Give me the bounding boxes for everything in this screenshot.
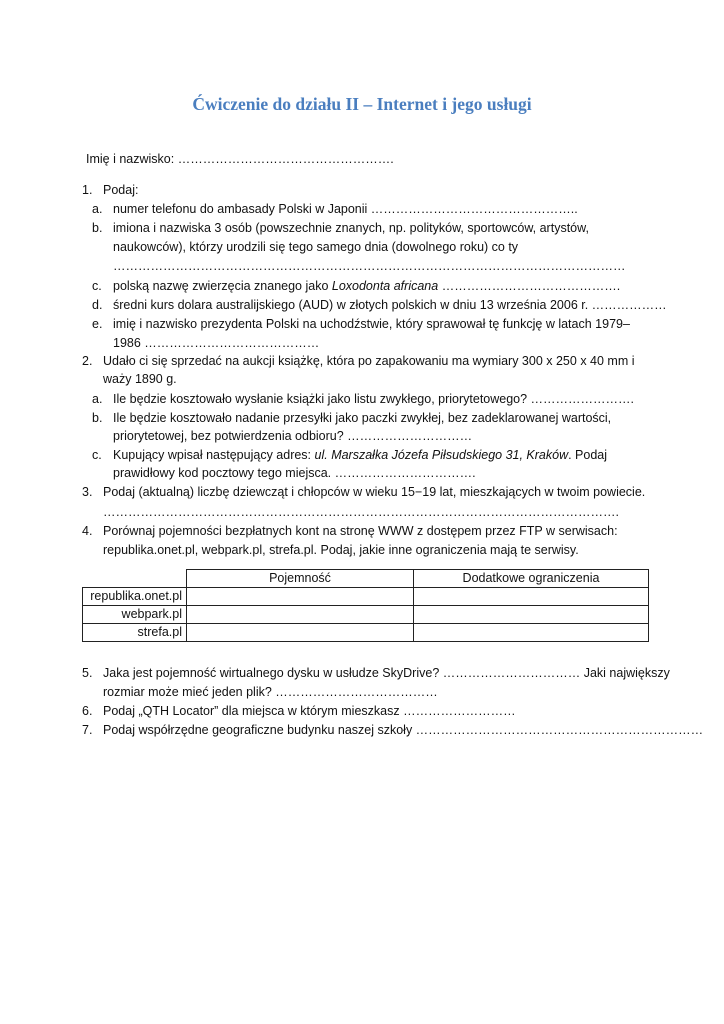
table-row xyxy=(83,588,649,606)
q2b-line1: Ile będzie kosztowało nadanie przesyłki jako paczki zwykłej, bez zadeklarowanej wartości, xyxy=(113,411,612,425)
q2-line1: Udało ci się sprzedać na aukcji książkę, która po zapakowaniu ma wymiary 300 x 250 x 40 mm i xyxy=(103,354,635,368)
q1c-text xyxy=(113,277,620,295)
q1c-suffix: ……………………………………. xyxy=(438,279,621,293)
q1-text: Podaj: xyxy=(103,183,139,197)
cell-limits-republika xyxy=(414,588,649,606)
q2c-address: ul. Marszałka Józefa Piłsudskiego 31, Kraków xyxy=(314,448,569,462)
row-label-webpark: webpark.pl xyxy=(83,606,187,624)
q2c-line1 xyxy=(113,446,607,464)
q5-line2: rozmiar może mieć jeden plik? ………………………………… xyxy=(103,685,438,699)
q4-number: 4. xyxy=(82,524,93,538)
row-label-republika: republika.onet.pl xyxy=(83,588,187,606)
q1a-letter: a. xyxy=(92,202,103,216)
q3-line1: Podaj (aktualną) liczbę dziewcząt i chłopców w wieku 15−19 lat, mieszkających w twoim powiecie. xyxy=(103,485,646,499)
cell-limits-strefa xyxy=(414,624,649,642)
row-label-strefa: strefa.pl xyxy=(83,624,187,642)
q7-text: Podaj współrzędne geograficzne budynku naszej szkoły …………………………………………………………… xyxy=(103,723,704,737)
q2-line2: waży 1890 g. xyxy=(103,372,177,386)
cell-capacity-webpark xyxy=(187,606,414,624)
q3-number: 3. xyxy=(82,485,93,499)
q1c-prefix: polską nazwę zwierzęcia znanego jako xyxy=(113,279,332,293)
table-row xyxy=(83,624,649,642)
table-header-row xyxy=(83,570,649,588)
q6-number: 6. xyxy=(82,704,93,718)
q1c-letter: c. xyxy=(92,279,102,293)
q6-text: Podaj „QTH Locator” dla miejsca w którym mieszkasz ……………………… xyxy=(103,704,516,718)
q2c-letter: c. xyxy=(92,448,102,462)
table-corner-cell xyxy=(83,570,187,588)
q2c-line2: prawidłowy kod pocztowy tego miejsca. ……………………………. xyxy=(113,466,476,480)
header-capacity: Pojemność xyxy=(187,570,414,588)
page-title: Ćwiczenie do działu II – Internet i jego usługi xyxy=(192,94,532,114)
q5-line1: Jaka jest pojemność wirtualnego dysku w usłudze SkyDrive? …………………………… Jaki największy xyxy=(103,666,670,680)
cell-capacity-republika xyxy=(187,588,414,606)
q4-line2: republika.onet.pl, webpark.pl, strefa.pl. Podaj, jakie inne ograniczenia mają te serwisy. xyxy=(103,543,579,557)
q2c-suffix: . Podaj xyxy=(568,448,608,462)
q1a-text: numer telefonu do ambasady Polski w Japonii ………………………………………….. xyxy=(113,202,578,216)
header-additional-limits: Dodatkowe ograniczenia xyxy=(414,570,649,588)
q2b-line2: priorytetowej, bez potwierdzenia odbioru? ………………………… xyxy=(113,429,473,443)
q4-line1: Porównaj pojemności bezpłatnych kont na stronę WWW z dostępem przez FTP w serwisach: xyxy=(103,524,618,538)
q1b-answer-line: …………………………………………………………………………………………………………… xyxy=(113,259,626,273)
name-field-label: Imię i nazwisko: ……………………………………………. xyxy=(86,152,394,166)
q5-number: 5. xyxy=(82,666,93,680)
q7-number: 7. xyxy=(82,723,93,737)
cell-capacity-strefa xyxy=(187,624,414,642)
q1b-letter: b. xyxy=(92,221,103,235)
q3-answer-line: ……………………………………………………………………………………………………………. xyxy=(103,505,619,519)
q1-number: 1. xyxy=(82,183,93,197)
q1b-line2: naukowców), którzy urodzili się tego samego dnia (dowolnego roku) co ty xyxy=(113,240,519,254)
q2a-text: Ile będzie kosztowało wysłanie książki jako listu zwykłego, priorytetowego? ……………………. xyxy=(113,392,635,406)
q2-number: 2. xyxy=(82,354,93,368)
q2b-letter: b. xyxy=(92,411,103,425)
table-row xyxy=(83,606,649,624)
hosting-comparison-table xyxy=(82,569,649,642)
q2c-prefix: Kupujący wpisał następujący adres: xyxy=(113,448,315,462)
cell-limits-webpark xyxy=(414,606,649,624)
q2a-letter: a. xyxy=(92,392,103,406)
q1e-line1: imię i nazwisko prezydenta Polski na uchodźstwie, który sprawował tę funkcję w latach 1979– xyxy=(113,317,630,331)
q1e-line2: 1986 …………………………………… xyxy=(113,336,320,350)
q1d-text: średni kurs dolara australijskiego (AUD) w złotych polskich w dniu 13 września 2006 r. ……………… xyxy=(113,298,667,312)
q1e-letter: e. xyxy=(92,317,103,331)
q1b-line1: imiona i nazwiska 3 osób (powszechnie znanych, np. polityków, sportowców, artystów, xyxy=(113,221,589,235)
q1d-letter: d. xyxy=(92,298,103,312)
q1c-latin-name: Loxodonta africana xyxy=(331,279,439,293)
